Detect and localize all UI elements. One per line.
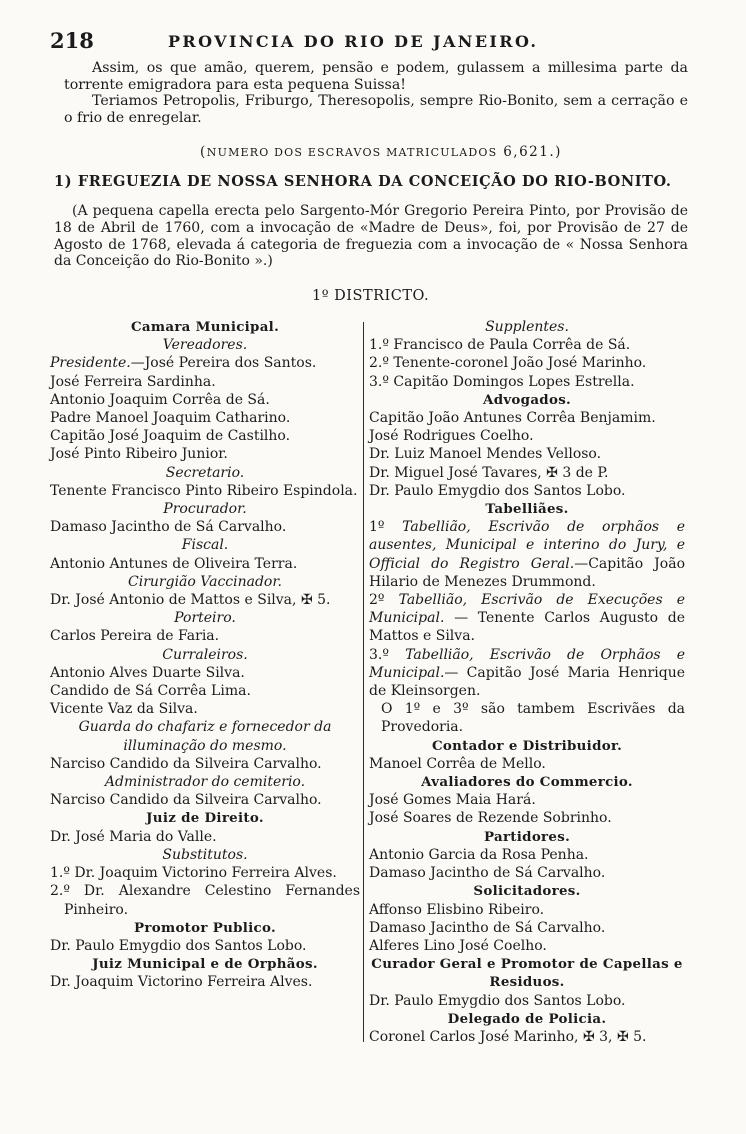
section-contador: Contador e Distribuidor. [431,737,623,754]
administrador-entry: Narciso Candido da Silveira Carvalho. [50,792,322,809]
tabelliao-1-number: 1º [369,519,385,536]
advogado-entry: Dr. Luiz Manoel Mendes Velloso. [369,446,602,463]
curador-entry: Dr. Paulo Emygdio dos Santos Lobo. [369,992,626,1009]
page-number: 218 [50,28,94,53]
subsection-fiscal: Fiscal. [181,537,229,554]
fiscal-entry: Antonio Antunes de Oliveira Terra. [50,555,298,572]
freguezia-title: FREGUEZIA DE NOSSA SENHORA DA CONCEIÇÃO DO RIO-BONITO. [77,173,672,190]
tabelliaes-note: O 1º e 3º são tambem Escrivães da Provedoria. [381,701,685,736]
avaliador-entry: José Soares de Rezende Sobrinho. [369,810,612,827]
section-avaliadores: Avaliadores do Commercio. [421,774,633,791]
subsection-supplentes: Supplentes. [485,319,569,335]
section-delegado: Delegado de Policia. [447,1010,607,1027]
tabelliao-1-name: —Capitão João Hilario de Menezes Drummond. [369,555,685,590]
column-divider [363,322,364,1042]
vereador-entry: Antonio Joaquim Corrêa de Sá. [50,391,270,408]
section-juiz-direito: Juiz de Direito. [146,810,264,827]
vereador-entry: José Pinto Ribeiro Junior. [50,446,228,463]
subsection-guarda-chafariz: Guarda do chafariz e fornecedor da illuminação do mesmo. [78,719,332,754]
freguezia-history: (A pequena capella erecta pelo Sargento-Mór Gregorio Pereira Pinto, por Provisão de 18 de Abril de 1760, com a invocação de «Madre de Deus», foi, por Provisão de 27 de Agosto de 1768, elevada á categoria de freguezia com a invocação de « Nossa Senhora da Conceição do Rio-Bonito ».) [54,203,688,270]
solicitador-entry: Alferes Lino José Coelho. [369,937,547,954]
advogado-entry: Dr. Paulo Emygdio dos Santos Lobo. [369,482,626,499]
porteiro-entry: Carlos Pereira de Faria. [50,628,220,645]
count-label: NUMERO DOS ESCRAVOS MATRICULADOS [206,146,498,159]
order-decoration-icon: ✠ 5. [300,592,331,609]
subsection-curraleiros: Curraleiros. [162,646,248,663]
freguezia-note [54,203,688,270]
solicitador-entry: Damaso Jacintho de Sá Carvalho. [369,919,606,936]
section-camara-municipal: Camara Municipal. [130,319,280,335]
substituto-entry: 1.º Dr. Joaquim Victorino Ferreira Alves. [50,865,337,882]
freguezia-heading [54,173,694,190]
running-title: PROVINCIA DO RIO DE JANEIRO. [168,32,539,51]
subsection-cirurgiao: Cirurgião Vaccinador. [128,573,282,590]
left-column [50,318,360,992]
supplente-entry: 2.º Tenente-coronel João José Marinho. [369,355,647,372]
section-promotor-publico: Promotor Publico. [134,919,276,936]
count-close-paren: ) [555,144,562,160]
presidente-label: Presidente. [50,355,131,372]
partidor-entry: Antonio Garcia da Rosa Penha. [369,846,589,863]
curraleiro-entry: Vicente Vaz da Silva. [50,701,198,718]
count-open-paren: ( [200,144,207,160]
procurador-entry: Damaso Jacintho de Sá Carvalho. [50,519,287,536]
subsection-administrador: Administrador do cemiterio. [104,774,306,791]
delegado-entry [369,1028,685,1046]
section-juiz-municipal: Juiz Municipal e de Orphãos. [92,956,318,973]
cirurgiao-name: Dr. José Antonio de Mattos e Silva, [50,592,297,609]
freguezia-number: 1) [54,173,73,190]
page-header [50,28,690,52]
tabelliao-2-role: Tabellião, Escrivão de Execuções e Municipal. [369,592,685,627]
tabelliao-2-entry [369,591,685,646]
advogado-entry: Capitão João Antunes Corrêa Benjamim. [369,410,656,427]
order-decoration-icon: ✠ 3, ✠ 5. [582,1028,647,1045]
supplente-entry: 3.º Capitão Domingos Lopes Estrella. [369,373,635,390]
delegado-name: Coronel Carlos José Marinho, [369,1028,579,1045]
avaliador-entry: José Gomes Maia Hará. [369,792,536,809]
partidor-entry: Damaso Jacintho de Sá Carvalho. [369,865,606,882]
section-solicitadores: Solicitadores. [473,883,581,900]
secretario-entry: Tenente Francisco Pinto Ribeiro Espindola. [50,482,358,499]
section-tabelliaes: Tabelliães. [485,501,569,518]
supplente-entry: 1.º Francisco de Paula Corrêa de Sá. [369,337,631,354]
substituto-entry: 2.º Dr. Alexandre Celestino Fernandes Pinheiro. [50,883,360,918]
vereador-entry: Capitão José Joaquim de Castilho. [50,428,291,445]
vereador-entry: José Ferreira Sardinha. [50,373,216,390]
subsection-secretario: Secretario. [165,464,245,481]
tabelliao-3-entry [369,646,685,701]
juiz-direito-entry: Dr. José Maria do Valle. [50,828,217,845]
curraleiro-entry: Candido de Sá Corrêa Lima. [50,683,251,700]
right-column [369,318,685,1046]
tabelliao-1-entry [369,518,685,591]
order-decoration-icon: ✠ 3 de P. [546,464,609,481]
intro-paragraph-2: Teriamos Petropolis, Friburgo, Theresopolis, sempre Rio-Bonito, sem a cerração e o frio de enregelar. [64,93,688,126]
advogado-tavares-name: Dr. Miguel José Tavares, [369,464,542,481]
advogado-entry [369,464,685,482]
tabelliao-3-number: 3.º [369,646,389,663]
subsection-substitutos: Substitutos. [162,846,248,863]
promotor-entry: Dr. Paulo Emygdio dos Santos Lobo. [50,937,307,954]
intro-text [52,60,688,126]
solicitador-entry: Affonso Elisbino Ribeiro. [369,901,545,918]
intro-paragraph-1: Assim, os que amão, querem, pensão e podem, gulassem a millesima parte da torrente emigradora para esta pequena Suissa! [64,60,688,93]
presidente-entry [50,354,360,372]
juiz-municipal-entry: Dr. Joaquim Victorino Ferreira Alves. [50,974,313,991]
section-curador-geral: Curador Geral e Promotor de Capellas e Residuos. [371,956,683,991]
contador-entry: Manoel Corrêa de Mello. [369,755,546,772]
guarda-entry: Narciso Candido da Silveira Carvalho. [50,755,322,772]
section-advogados: Advogados. [483,391,571,408]
section-partidores: Partidores. [483,828,571,845]
slave-count-line [200,144,562,160]
advogado-entry: José Rodrigues Coelho. [369,428,534,445]
subsection-porteiro: Porteiro. [174,610,236,627]
tabelliao-2-name: — Tenente Carlos Augusto de Mattos e Silva. [369,610,686,645]
presidente-name: —José Pereira dos Santos. [130,355,317,372]
subsection-procurador: Procurador. [163,501,247,518]
tabelliao-1-role: Tabellião, Escrivão de orphãos e ausentes, Municipal e interino do Jury, e Official do Registro Geral. [369,519,686,572]
tabelliao-3-role: Tabellião, Escrivão de Orphãos e Municipal. [369,646,686,681]
district-heading: 1º DISTRICTO. [312,288,430,304]
vereador-entry: Padre Manoel Joaquim Catharino. [50,410,291,427]
cirurgiao-entry [50,591,360,609]
tabelliao-3-name: — Capitão José Maria Henrique de Kleinsorgen. [369,664,685,700]
curraleiro-entry: Antonio Alves Duarte Silva. [50,664,245,681]
tabelliao-2-number: 2º [369,592,385,609]
subsection-vereadores: Vereadores. [162,337,248,354]
count-value: 6,621. [503,144,556,160]
